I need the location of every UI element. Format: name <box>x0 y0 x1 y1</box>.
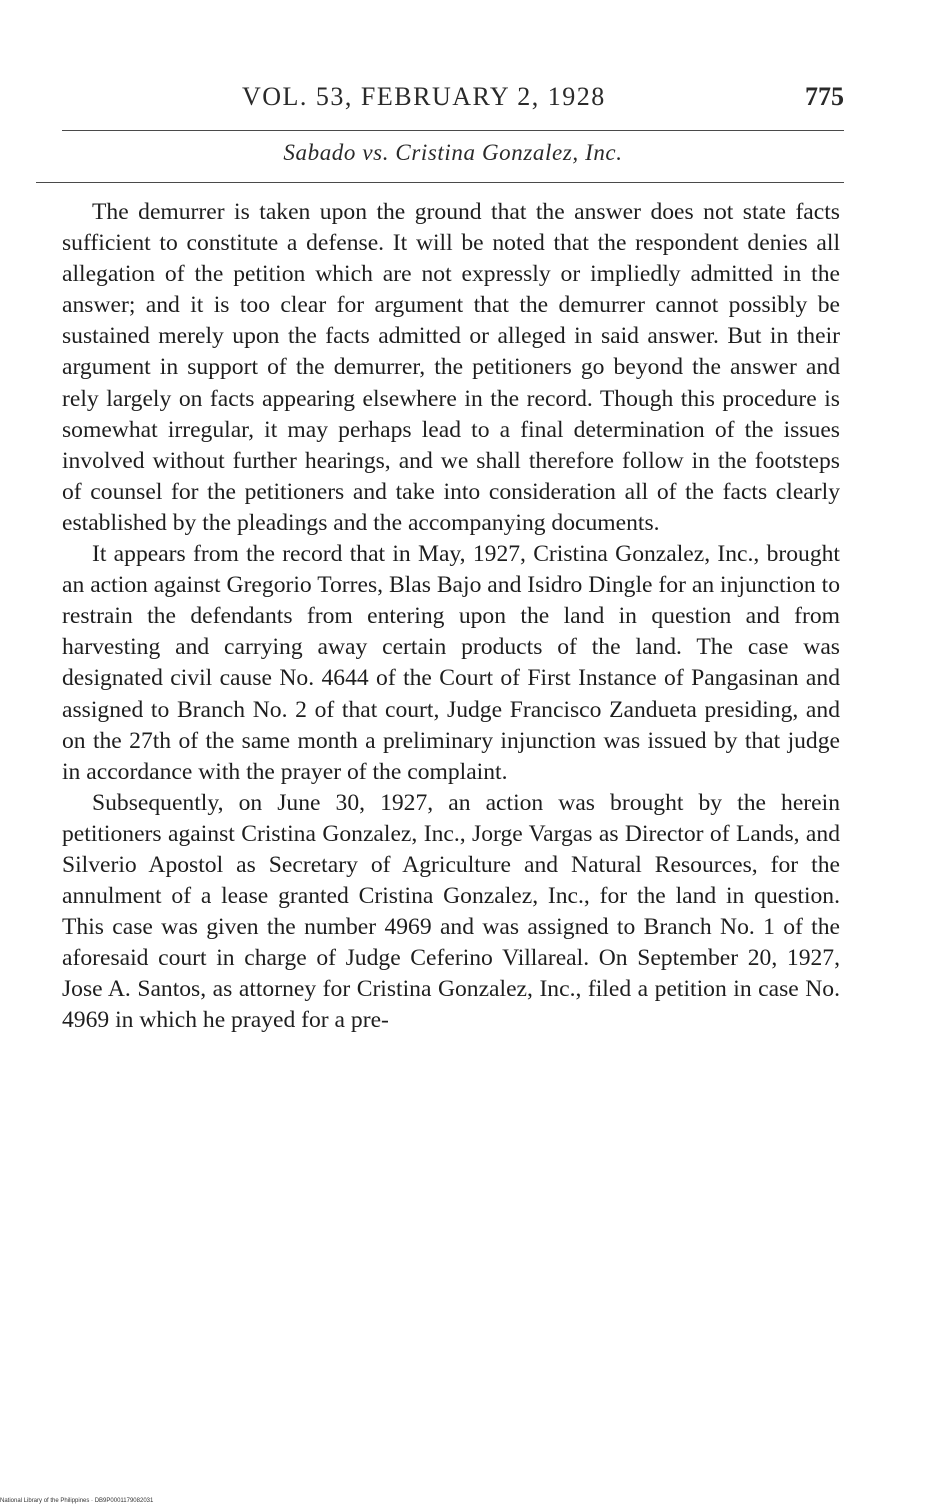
archive-stamp: National Library of the Philippines · DB9P0001179082031 <box>0 1498 154 1504</box>
case-caption: Sabado vs. Cristina Gonzalez, Inc. <box>283 140 623 165</box>
page-number: 775 <box>805 82 844 111</box>
running-title: VOL. 53, FEBRUARY 2, 1928 <box>242 82 606 111</box>
body-text <box>62 197 840 1037</box>
paragraph-1: The demurrer is taken upon the ground that the answer does not state facts sufficient to constitute a defense. It will be noted that the respondent denies all allegation of the petition which are not expressly or impliedly admitted in the answer; and it is too clear for argument that the demurrer cannot possibly be sustained merely upon the facts admitted or alleged in said answer. But in their argument in support of the demurrer, the petitioners go beyond the answer and rely largely on facts appearing elsewhere in the record. Though this procedure is somewhat irregular, it may perhaps lead to a final determination of the issues involved without further hearings, and we shall therefore follow in the footsteps of counsel for the petitioners and take into consideration all of the facts clearly established by the pleadings and the accompanying documents. <box>62 199 840 536</box>
header-rule-top <box>62 130 844 131</box>
header-rule-bottom <box>36 182 844 183</box>
paragraph-2: It appears from the record that in May, 1927, Cristina Gonzalez, Inc., brought an action against Gregorio Torres, Blas Bajo and Isidro Dingle for an injunction to restrain the defendants from entering upon the land in question and from harvesting and carrying away certain products of the land. The case was designated civil cause No. 4644 of the Court of First Instance of Pangasinan and assigned to Branch No. 2 of that court, Judge Francisco Zandueta presiding, and on the 27th of the same month a preliminary injunction was issued by that judge in accordance with the prayer of the complaint. <box>62 541 840 785</box>
paragraph-3: Subsequently, on June 30, 1927, an action was brought by the herein petitioners against Cristina Gonzalez, Inc., Jorge Vargas as Director of Lands, and Silverio Apostol as Secretary of Agriculture and Natural Resources, for the annulment of a lease granted Cristina Gonzalez, Inc., for the land in question. This case was given the number 4969 and was assigned to Branch No. 1 of the aforesaid court in charge of Judge Ceferino Villareal. On September 20, 1927, Jose A. Santos, as attorney for Cristina Gonzalez, Inc., filed a petition in case No. 4969 in which he prayed for a pre- <box>62 789 840 1034</box>
running-head <box>62 82 844 122</box>
